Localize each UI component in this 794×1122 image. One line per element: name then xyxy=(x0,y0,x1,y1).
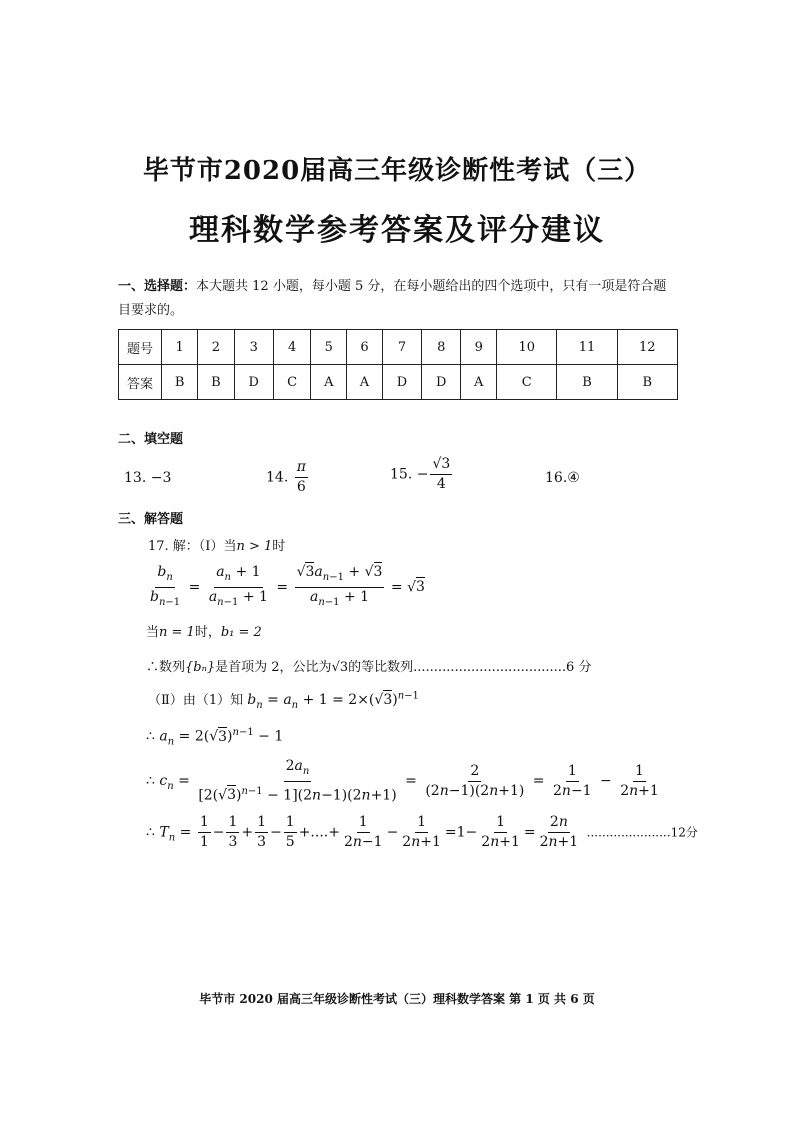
fill-answer-15: 15. − $\frac{√3}{4}$ xyxy=(390,456,451,492)
table-row-answers xyxy=(119,365,678,400)
answer-cell: D xyxy=(234,365,273,400)
question-number: 8 xyxy=(422,330,461,365)
fill-answer-16: 16.④ xyxy=(545,470,580,486)
question-number: 1 xyxy=(162,330,198,365)
question-number: 10 xyxy=(497,330,557,365)
ratio-equation: $\frac{b_n}{b_{n-1}}$ = $\frac{a_n + 1}{a_{n-1} + 1}$ = $\frac{√3a_{n-1} + √3}{a_{n-1} + 1}$ = √3 xyxy=(150,564,425,608)
question-number: 6 xyxy=(347,330,383,365)
answer-cell: B xyxy=(198,365,234,400)
answer-cell: C xyxy=(273,365,311,400)
geometric-sequence-line: ∴数列{bₙ}是首项为 2，公比为√3的等比数列.....................................6 分 xyxy=(146,660,592,675)
section-multiple-choice-heading xyxy=(118,275,678,323)
question-number: 2 xyxy=(198,330,234,365)
section-fill-in-heading: 二、填空题 xyxy=(118,432,184,447)
answer-cell: D xyxy=(382,365,421,400)
c-n-formula: ∴ $c_n$ = $\frac{2a_n}{[2(√3)^{n-1} - 1](2n-1)(2n+1)}$ = $\frac{2}{(2n-1)(2n+1)}$ = $\frac{1}{2n-1}$ − $\frac{1}{2n+1}$ xyxy=(146,758,659,804)
answer-cell: A xyxy=(347,365,383,400)
answer-cell: B xyxy=(617,365,677,400)
section-solutions-heading: 三、解答题 xyxy=(118,512,184,527)
a-n-formula: ∴ $a_n = 2(√3)^{n-1} - 1$ xyxy=(146,727,284,748)
score-12: 12分 xyxy=(670,825,698,840)
answer-cell: C xyxy=(497,365,557,400)
row-label-question: 题号 xyxy=(119,330,162,365)
base-case-line: 当n = 1时，b₁ = 2 xyxy=(146,625,262,640)
q17-intro: 17. 解：（Ⅰ）当n > 1时 xyxy=(148,539,286,554)
table-row-questions xyxy=(119,330,678,365)
fill-answer-14: 14. $\frac{\pi}{6}$ xyxy=(266,459,306,495)
t-n-formula: ∴ $T_n$ = $\frac{1}{1}$ − $\frac{1}{3}$ + $\frac{1}{3}$ − $\frac{1}{5}$ +....+ $\frac{1}{2n-1}$ − $\frac{1}{2n+1}$ =1− $\frac{1}{2n+1}$ = $\frac{2n}{2n+1}$ ......................12分 xyxy=(146,814,698,850)
answer-cell: B xyxy=(162,365,198,400)
answer-cell: A xyxy=(311,365,347,400)
answer-table xyxy=(118,329,678,400)
answer-cell: D xyxy=(422,365,461,400)
answer-13-value: −3 xyxy=(150,470,172,486)
document-title: 毕节市2020届高三年级诊断性考试（三） xyxy=(142,156,652,186)
answer-cell: A xyxy=(461,365,497,400)
answer-cell: B xyxy=(557,365,617,400)
section1-description: 本大题共 12 小题，每小题 5 分，在每小题给出的四个选项中，只有一项是符合题目要求的。 xyxy=(118,279,667,318)
section1-title: 一、选择题： xyxy=(118,279,197,294)
question-number: 3 xyxy=(234,330,273,365)
question-number: 11 xyxy=(557,330,617,365)
question-number: 12 xyxy=(617,330,677,365)
part2-line: （Ⅱ）由（1）知 $b_n = a_n + 1 = 2\times(√3)^{n-1}$ xyxy=(148,690,419,711)
row-label-answer: 答案 xyxy=(119,365,162,400)
question-number: 4 xyxy=(273,330,311,365)
fill-answer-13: 13. −3 xyxy=(124,470,172,486)
score-6: 6 分 xyxy=(566,660,592,675)
question-number: 5 xyxy=(311,330,347,365)
question-number: 7 xyxy=(382,330,421,365)
page-footer: 毕节市 2020 届高三年级诊断性考试（三）理科数学答案 第 1 页 共 6 页 xyxy=(199,992,595,1006)
document-subtitle: 理科数学参考答案及评分建议 xyxy=(189,213,605,248)
question-number: 9 xyxy=(461,330,497,365)
